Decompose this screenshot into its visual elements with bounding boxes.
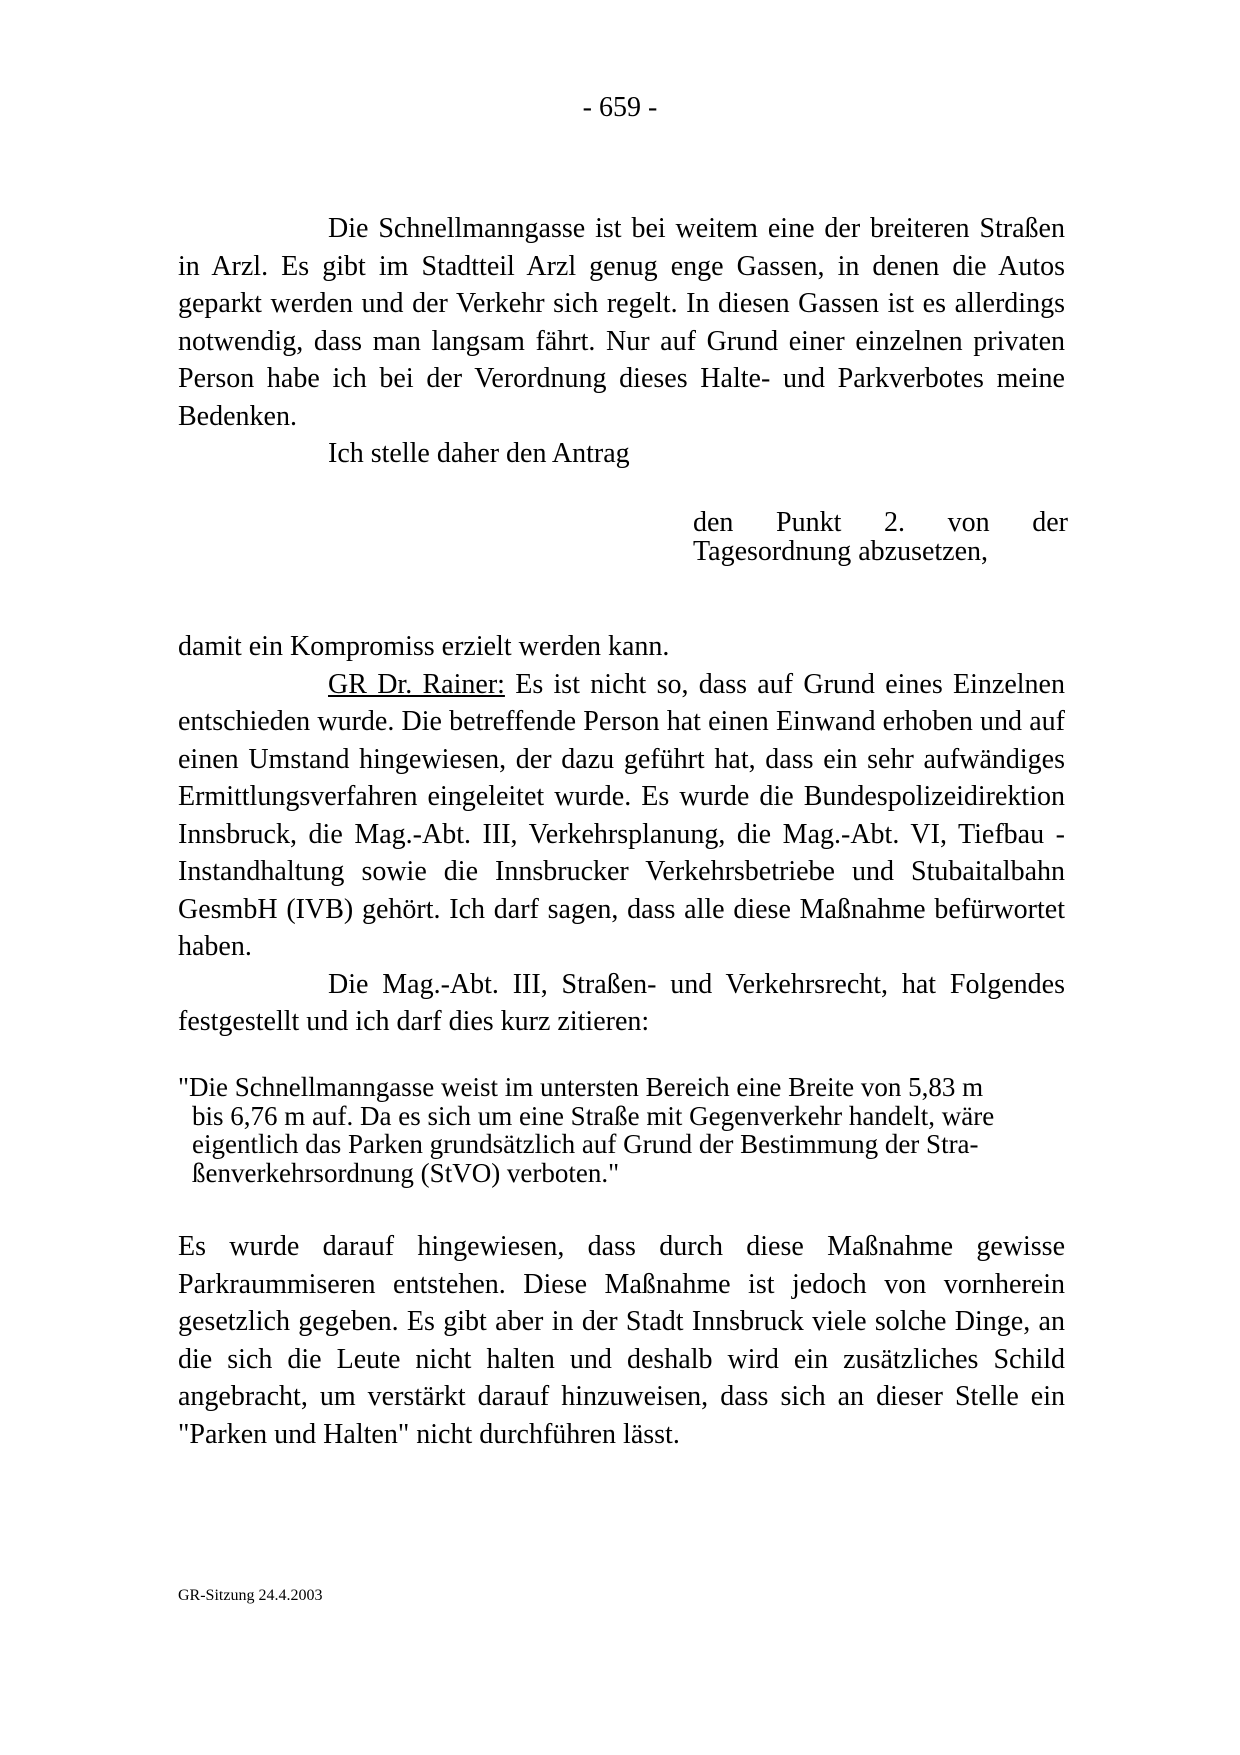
quote-line: ßenverkehrsordnung (StVO) verboten.": [192, 1157, 620, 1188]
quote-line: "Die Schnellmanngasse weist im untersten Bereich eine Breite von 5,83 m: [178, 1072, 984, 1102]
paragraph-2: Ich stelle daher den Antrag: [328, 438, 630, 469]
footer: GR-Sitzung 24.4.2003: [178, 1587, 323, 1604]
paragraph-5: Die Mag.-Abt. III, Straßen- und Verkehrsrecht, hat Folgendes festgestellt und ich darf dies kurz zitieren:: [178, 968, 1065, 1037]
speaker-name: GR Dr. Rainer:: [328, 668, 505, 700]
closing-paragraphs: [178, 1228, 1065, 1453]
paragraph-1: Die Schnellmanngasse ist bei weitem eine der breiteren Straßen in Arzl. Es gibt im Stadtteil Arzl genug enge Gassen, in denen die Autos geparkt werden und der Verkehr sich regelt. In diesen Gassen ist es allerdings notwendig, dass man langsam fährt. Nur auf Grund einer einzelnen privaten Person habe ich bei der Verordnung dieses Halte- und Parkverbotes meine Bedenken.: [178, 213, 1065, 432]
paragraph-6: Es wurde darauf hingewiesen, dass durch diese Maßnahme gewisse Parkraummiseren entstehen. Diese Maßnahme ist jedoch von vornherein gesetzlich gegeben. Es gibt aber in der Stadt Innsbruck viele solche Dinge, an die sich die Leute nicht halten und deshalb wird ein zusätzliches Schild angebracht, um verstärkt darauf hinzuweisen, dass sich an dieser Stelle ein "Parken und Halten" nicht durchführen lässt.: [178, 1231, 1065, 1450]
page-number: - 659 -: [582, 92, 658, 123]
quote-line: eigentlich das Parken grundsätzlich auf Grund der Bestimmung der Stra-: [192, 1129, 979, 1159]
citation-quote: [178, 1073, 1068, 1187]
paragraph-3: damit ein Kompromiss erzielt werden kann.: [178, 631, 670, 662]
opening-paragraphs: [178, 210, 1065, 473]
quote-line: bis 6,76 m auf. Da es sich um eine Straße mit Gegenverkehr handelt, wäre: [192, 1100, 995, 1131]
speaker-paragraph: [178, 666, 1065, 966]
motion-text: den Punkt 2. von der Tagesordnung abzusetzen,: [693, 507, 1068, 567]
paragraph-4: Es ist nicht so, dass auf Grund eines Einzelnen entschieden wurde. Die betreffende Person hat einen Einwand erhoben und auf einen Umstand hingewiesen, der dazu geführt hat, dass ein sehr aufwändiges Ermittlungsverfahren eingeleitet wurde. Es wurde die Bundespolizeidirektion Innsbruck, die Mag.-Abt. III, Verkehrsplanung, die Mag.-Abt. VI, Tiefbau - Instandhaltung sowie die Innsbrucker Verkehrsbetriebe und Stubaitalbahn GesmbH (IVB) gehört. Ich darf sagen, dass alle diese Maßnahme befürwortet haben.: [178, 668, 1065, 962]
response-paragraphs: [178, 628, 1065, 1041]
